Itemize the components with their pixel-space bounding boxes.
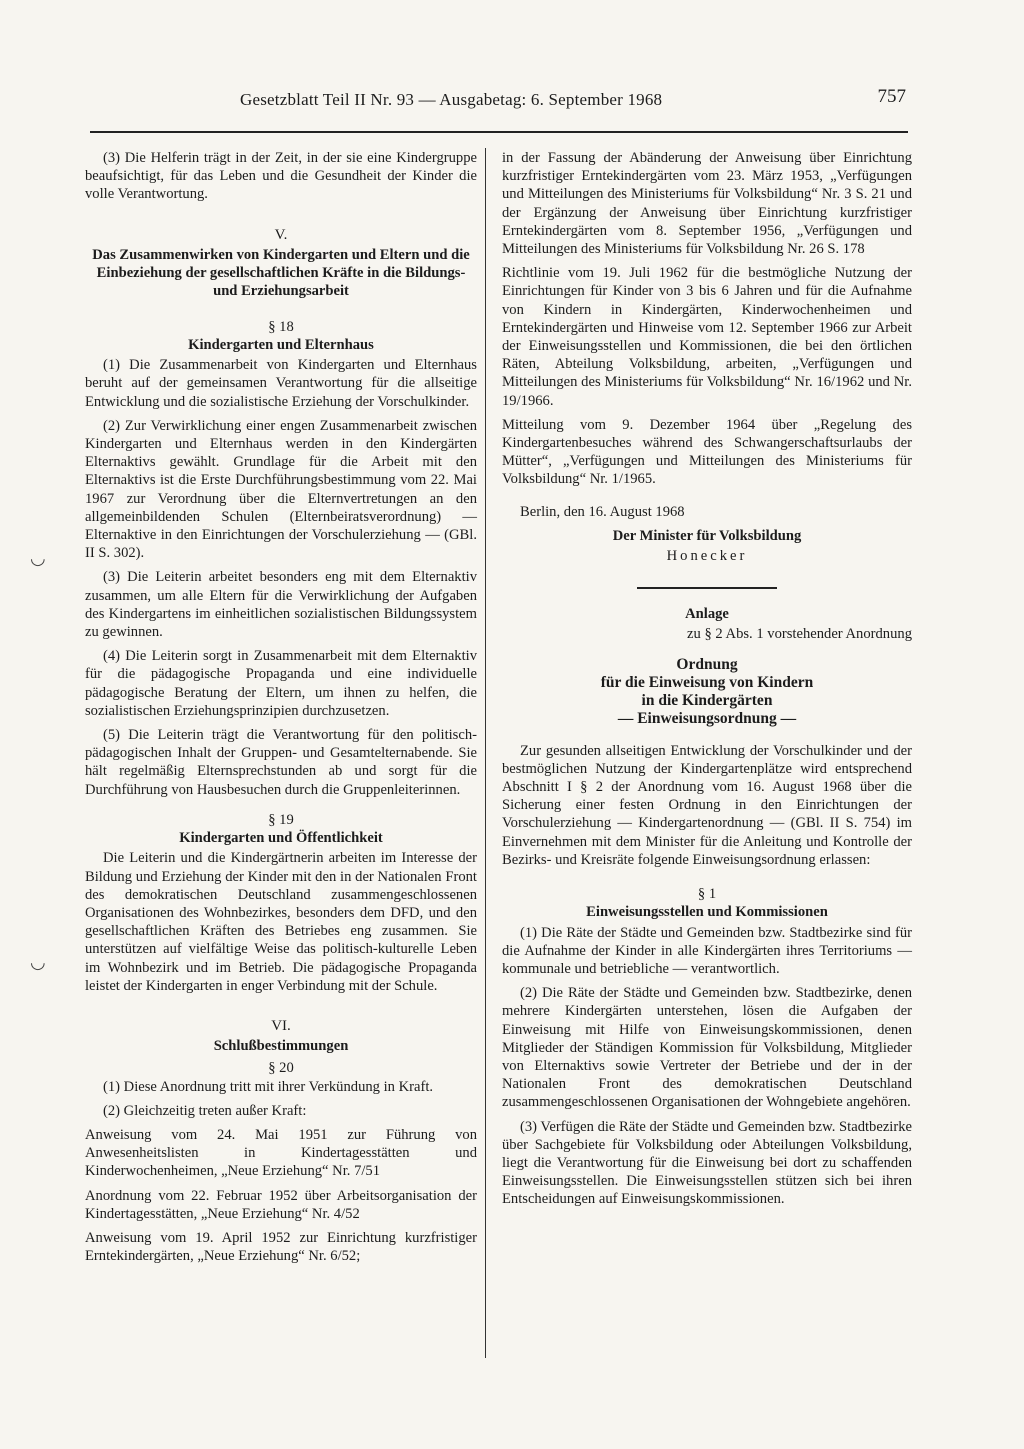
paragraph: (2) Die Räte der Städte und Gemeinden bzw. Stadtbezirke, denen mehrere Kindergärten unterstehen, lösen die Aufgaben der Einweisung mit Hilfe von Einweisungskommissionen, denen Mitglieder der Ständigen Kommission für Volksbildung, Mitglieder von Elternaktivs sowie Vertreter der Betriebe und der in der Nationalen Front des demokratischen Deutschland zusammengeschlossenen Organisationen der Wohngebiete angehören.: [502, 985, 912, 1111]
signature-place-date: Berlin, den 16. August 1968: [520, 503, 685, 520]
paragraph-title: Kindergarten und Öffentlichkeit: [179, 830, 383, 847]
paragraph-number: § 18: [268, 318, 294, 335]
repealed-item: Mitteilung vom 9. Dezember 1964 über „Regelung des Kindergartenbesuches während des Schwangerschaftsurlaubs der Mütter“, „Verfügungen und Mitteilungen des Ministeriums für Volksbildung“ Nr. 1/1965.: [502, 416, 912, 488]
annex-label: Anlage: [685, 606, 729, 623]
left-column: [85, 149, 477, 1271]
paragraph-title: Kindergarten und Elternhaus: [188, 337, 374, 354]
paragraph-number: § 20: [268, 1060, 294, 1077]
annex-reference: zu § 2 Abs. 1 vorstehender Anordnung: [687, 626, 912, 643]
annex-title-line: Ordnung: [676, 655, 738, 673]
paragraph: (5) Die Leiterin trägt die Verantwortung für den politisch-pädagogischen Inhalt der Gruppen- und Gesamtelternabende. Sie hält regelmäßig Elternsprechstunden ab und sorgt für die Durchführung von Hausbesuchen durch die Gruppenleiterinnen.: [85, 727, 477, 798]
paragraph-number: § 19: [268, 811, 294, 828]
repealed-item: Anordnung vom 22. Februar 1952 über Arbeitsorganisation der Kindertagesstätten, „Neue Erziehung“ Nr. 4/52: [85, 1187, 477, 1222]
margin-pen-mark: ◡: [30, 952, 46, 972]
paragraph-number: § 1: [697, 886, 717, 903]
separator-rule: [637, 587, 777, 589]
paragraph: (4) Die Leiterin sorgt in Zusammenarbeit mit dem Elternaktiv für die pädagogische Propaganda und eine individuelle pädagogische Beratung der Eltern, um ihnen zu helfen, die sozialistischen Erziehungsprinzipien durchzusetzen.: [85, 648, 477, 719]
section-title: Schlußbestimmungen: [213, 1038, 349, 1055]
paragraph: Zur gesunden allseitigen Entwicklung der Vorschulkinder und der bestmöglichen Nutzung der Kindergartenplätze wird entsprechend Abschnitt I § 2 der Anordnung vom 16. August 1968 über die Sicherung einer festen Ordnung in den Einrichtungen der Vorschulerziehung — Kindergartenordnung — (GBl. II S. 754) im Einvernehmen mit dem Minister für die Anleitung und Kontrolle der Bezirks- und Kreisräte folgende Einweisungsordnung erlassen:: [502, 742, 912, 868]
right-column: [502, 149, 912, 1215]
header-title: Gesetzblatt Teil II Nr. 93 — Ausgabetag: 6. September 1968: [240, 90, 663, 109]
paragraph: (3) Die Helferin trägt in der Zeit, in der sie eine Kindergruppe beaufsichtigt, für das Leben und die Gesundheit der Kinder die volle Verantwortung.: [85, 150, 477, 203]
paragraph: (1) Diese Anordnung tritt mit ihrer Verkündung in Kraft.: [103, 1078, 434, 1095]
page-number: 757: [877, 86, 906, 107]
repealed-item: in der Fassung der Abänderung der Anweisung über Einrichtung kurzfristiger Erntekindergärten vom 23. März 1953, „Verfügungen und Mitteilungen des Ministeriums für Volksbildung“ Nr. 3 S. 21 und der Ergänzung der Anweisung über Einrichtung kurzfristiger Erntekindergärten vom 8. September 1956, „Verfügungen und Mitteilungen des Ministeriums für Volksbildung Nr. 26 S. 178: [502, 150, 912, 258]
annex-title-line: — Einweisungsordnung —: [617, 709, 797, 727]
repealed-item: Richtlinie vom 19. Juli 1962 für die bestmögliche Nutzung der Einrichtungen für Kinder von 3 bis 6 Jahren und für die Aufnahme von Kindern in Kindergärten, Kinderwochenheimen und Erntekindergärten und Hinweise vom 12. September 1966 zur Arbeit der Einweisungsstellen und Kommissionen, die bei den örtlichen Räten, Abteilung Volksbildung, arbeiten, „Verfügungen und Mitteilungen des Ministeriums für Volksbildung“ Nr. 16/1962 und Nr. 19/1966.: [502, 265, 912, 409]
column-divider: [485, 148, 486, 1358]
paragraph: Die Leiterin und die Kindergärtnerin arbeiten im Interesse der Bildung und Erziehung der Kinder mit den in der Nationalen Front des demokratischen Deutschland zusammengeschlossenen Organisationen des Wohnbezirkes, besonders dem DFD, und den gesellschaftlichen Kräften des Betriebes eng zusammen. Sie unterstützen auf vielfältige Weise das politisch-kulturelle Leben im Wohnbezirk und im Betrieb. Die pädagogische Propaganda leistet der Kindergarten in enger Verbindung mit der Schule.: [85, 850, 477, 994]
paragraph: (3) Verfügen die Räte der Städte und Gemeinden bzw. Stadtbezirke über Sachgebiete für Volksbildung oder Abteilungen Volksbildung, liegt die Verantwortung für die Einweisung bei dort zu schaffenden Einweisungsstellen. Die Einweisungsstellen stützen sich bei ihren Entscheidungen auf Einweisungskommissionen.: [502, 1118, 912, 1208]
header-rule: [90, 131, 908, 133]
annex-title: [502, 656, 912, 728]
page-header: [90, 84, 910, 124]
repealed-item: Anweisung vom 24. Mai 1951 zur Führung von Anwesenheitslisten in Kindertagesstätten und Kinderwochenheimen, „Neue Erziehung“ Nr. 7/51: [85, 1126, 477, 1180]
paragraph: (3) Die Leiterin arbeitet besonders eng mit dem Elternaktiv zusammen, um alle Eltern für die Verwirklichung der Aufgaben des Kindergartens im einheitlichen sozialistischen Bildungssystem zu gewinnen.: [85, 569, 477, 641]
section-title: Das Zusammenwirken von Kindergarten und Eltern und die Einbeziehung der gesellschaftlichen Kräfte in die Bildungs- und Erziehungsarbeit: [92, 246, 470, 299]
signature-name: Honecker: [666, 548, 748, 565]
signature-organization: Der Minister für Volksbildung: [612, 527, 802, 544]
margin-pen-mark: ◡: [30, 548, 46, 568]
paragraph: (1) Die Räte der Städte und Gemeinden bzw. Stadtbezirke sind für die Aufnahme der Kinder in alle Kindergärten ihres Territoriums — kommunale und betriebliche — verantwortlich.: [502, 924, 912, 977]
annex-title-line: für die Einweisung von Kindern: [600, 673, 814, 691]
repealed-item: Anweisung vom 19. April 1952 zur Einrichtung kurzfristiger Erntekindergärten, „Neue Erziehung“ Nr. 6/52;: [85, 1229, 477, 1265]
paragraph-title: Einweisungsstellen und Kommissionen: [586, 904, 828, 921]
annex-title-line: in die Kindergärten: [641, 691, 773, 709]
section-number: VI.: [271, 1017, 291, 1034]
paragraph: (2) Gleichzeitig treten außer Kraft:: [103, 1102, 307, 1119]
section-number: V.: [274, 226, 288, 243]
paragraph: (2) Zur Verwirklichung einer engen Zusammenarbeit zwischen Kindergarten und Elternhaus werden in den Kindergärten Elternaktivs gewählt. Grundlage für die Arbeit mit den Elternaktivs ist die Erste Durchführungsbestimmung vom 22. Mai 1967 zur Verordnung über die Elternvertretungen an den allgemeinbildenden Schulen (Elternbeiratsverordnung) — Elternaktive in den Einrichtungen der Vorschulerziehung — (GBl. II S. 302).: [85, 417, 477, 562]
paragraph: (1) Die Zusammenarbeit von Kindergarten und Elternhaus beruht auf der gemeinsamen Verantwortung für die allseitige Entwicklung und die sozialistische Erziehung der Vorschulkinder.: [85, 357, 477, 410]
